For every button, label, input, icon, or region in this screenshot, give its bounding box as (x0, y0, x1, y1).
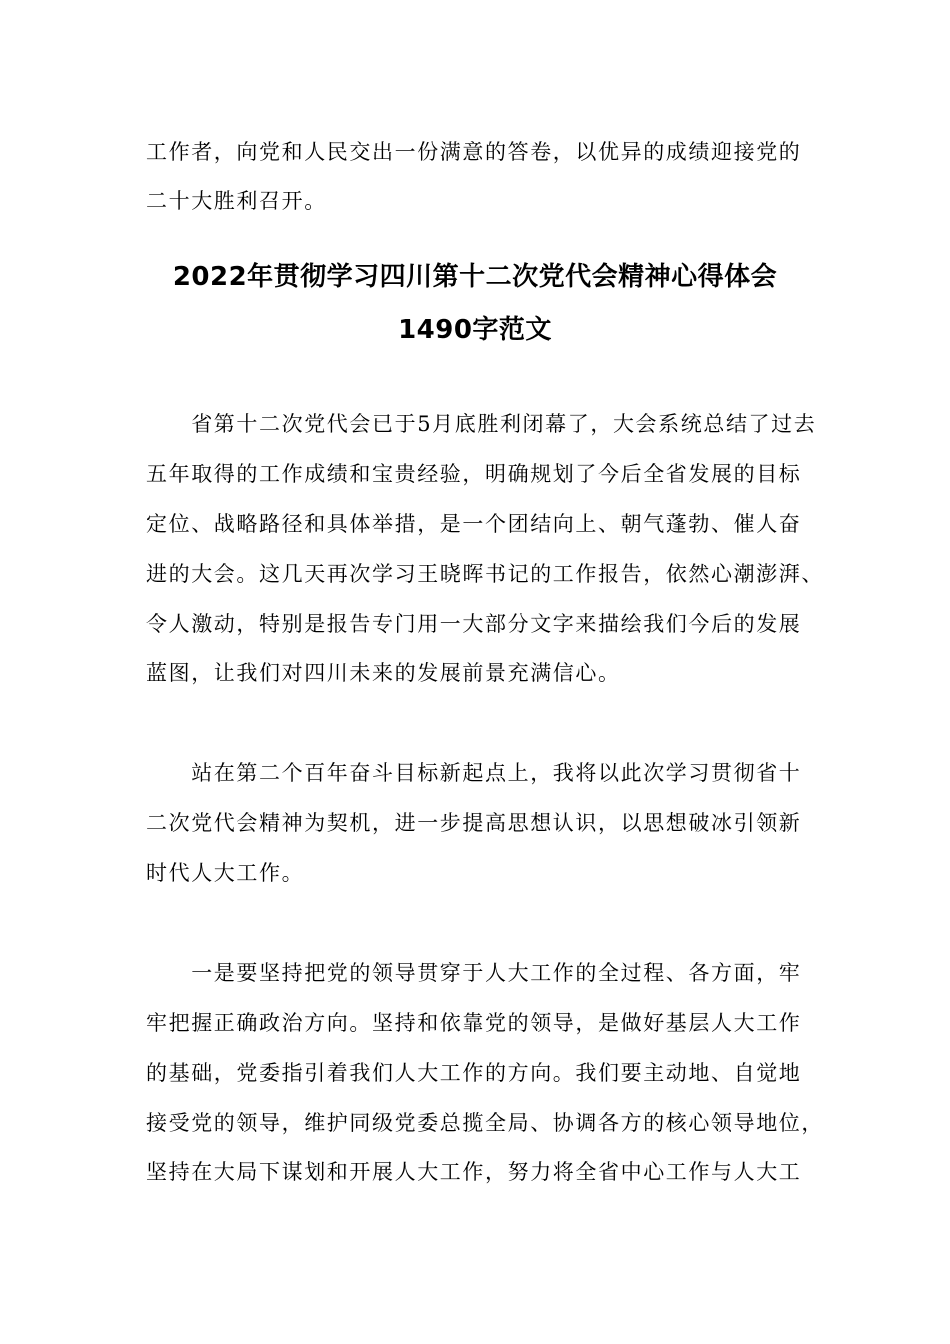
paragraph-3-line-3: 的基础，党委指引着我们人大工作的方向。我们要主动地、自觉地 (146, 1061, 802, 1085)
paragraph-1-line-5: 令人激动，特别是报告专门用一大部分文字来描绘我们今后的发展 (146, 612, 802, 636)
document-title-line-2: 1490字范文 (398, 315, 552, 345)
paragraph-2-line-3: 时代人大工作。 (146, 861, 305, 885)
paragraph-3-line-5: 坚持在大局下谋划和开展人大工作，努力将全省中心工作与人大工 (146, 1160, 802, 1184)
paragraph-1-line-1: 省第十二次党代会已于5月底胜利闭幕了，大会系统总结了过去 (146, 412, 817, 436)
paragraph-2-line-1: 站在第二个百年奋斗目标新起点上，我将以此次学习贯彻省十 (146, 761, 802, 785)
paragraph-3-line-1: 一是要坚持把党的领导贯穿于人大工作的全过程、各方面，牢 (146, 961, 802, 985)
document-title-line-1: 2022年贯彻学习四川第十二次党代会精神心得体会 (172, 262, 778, 292)
paragraph-3-line-4: 接受党的领导，维护同级党委总揽全局、协调各方的核心领导地位， (146, 1111, 824, 1135)
intro-line-2: 二十大胜利召开。 (146, 189, 327, 213)
paragraph-1-line-2: 五年取得的工作成绩和宝贵经验，明确规划了今后全省发展的目标 (146, 462, 802, 486)
paragraph-3-line-2: 牢把握正确政治方向。坚持和依靠党的领导，是做好基层人大工作 (146, 1011, 802, 1035)
paragraph-1-line-3: 定位、战略路径和具体举措，是一个团结向上、朝气蓬勃、催人奋 (146, 512, 802, 536)
paragraph-1-line-6: 蓝图，让我们对四川未来的发展前景充满信心。 (146, 661, 621, 685)
intro-line-1: 工作者，向党和人民交出一份满意的答卷，以优异的成绩迎接党的 (146, 140, 802, 164)
paragraph-1-line-4: 进的大会。这几天再次学习王晓晖书记的工作报告，依然心潮澎湃、 (146, 562, 824, 586)
paragraph-2-line-2: 二次党代会精神为契机，进一步提高思想认识，以思想破冰引领新 (146, 811, 802, 835)
